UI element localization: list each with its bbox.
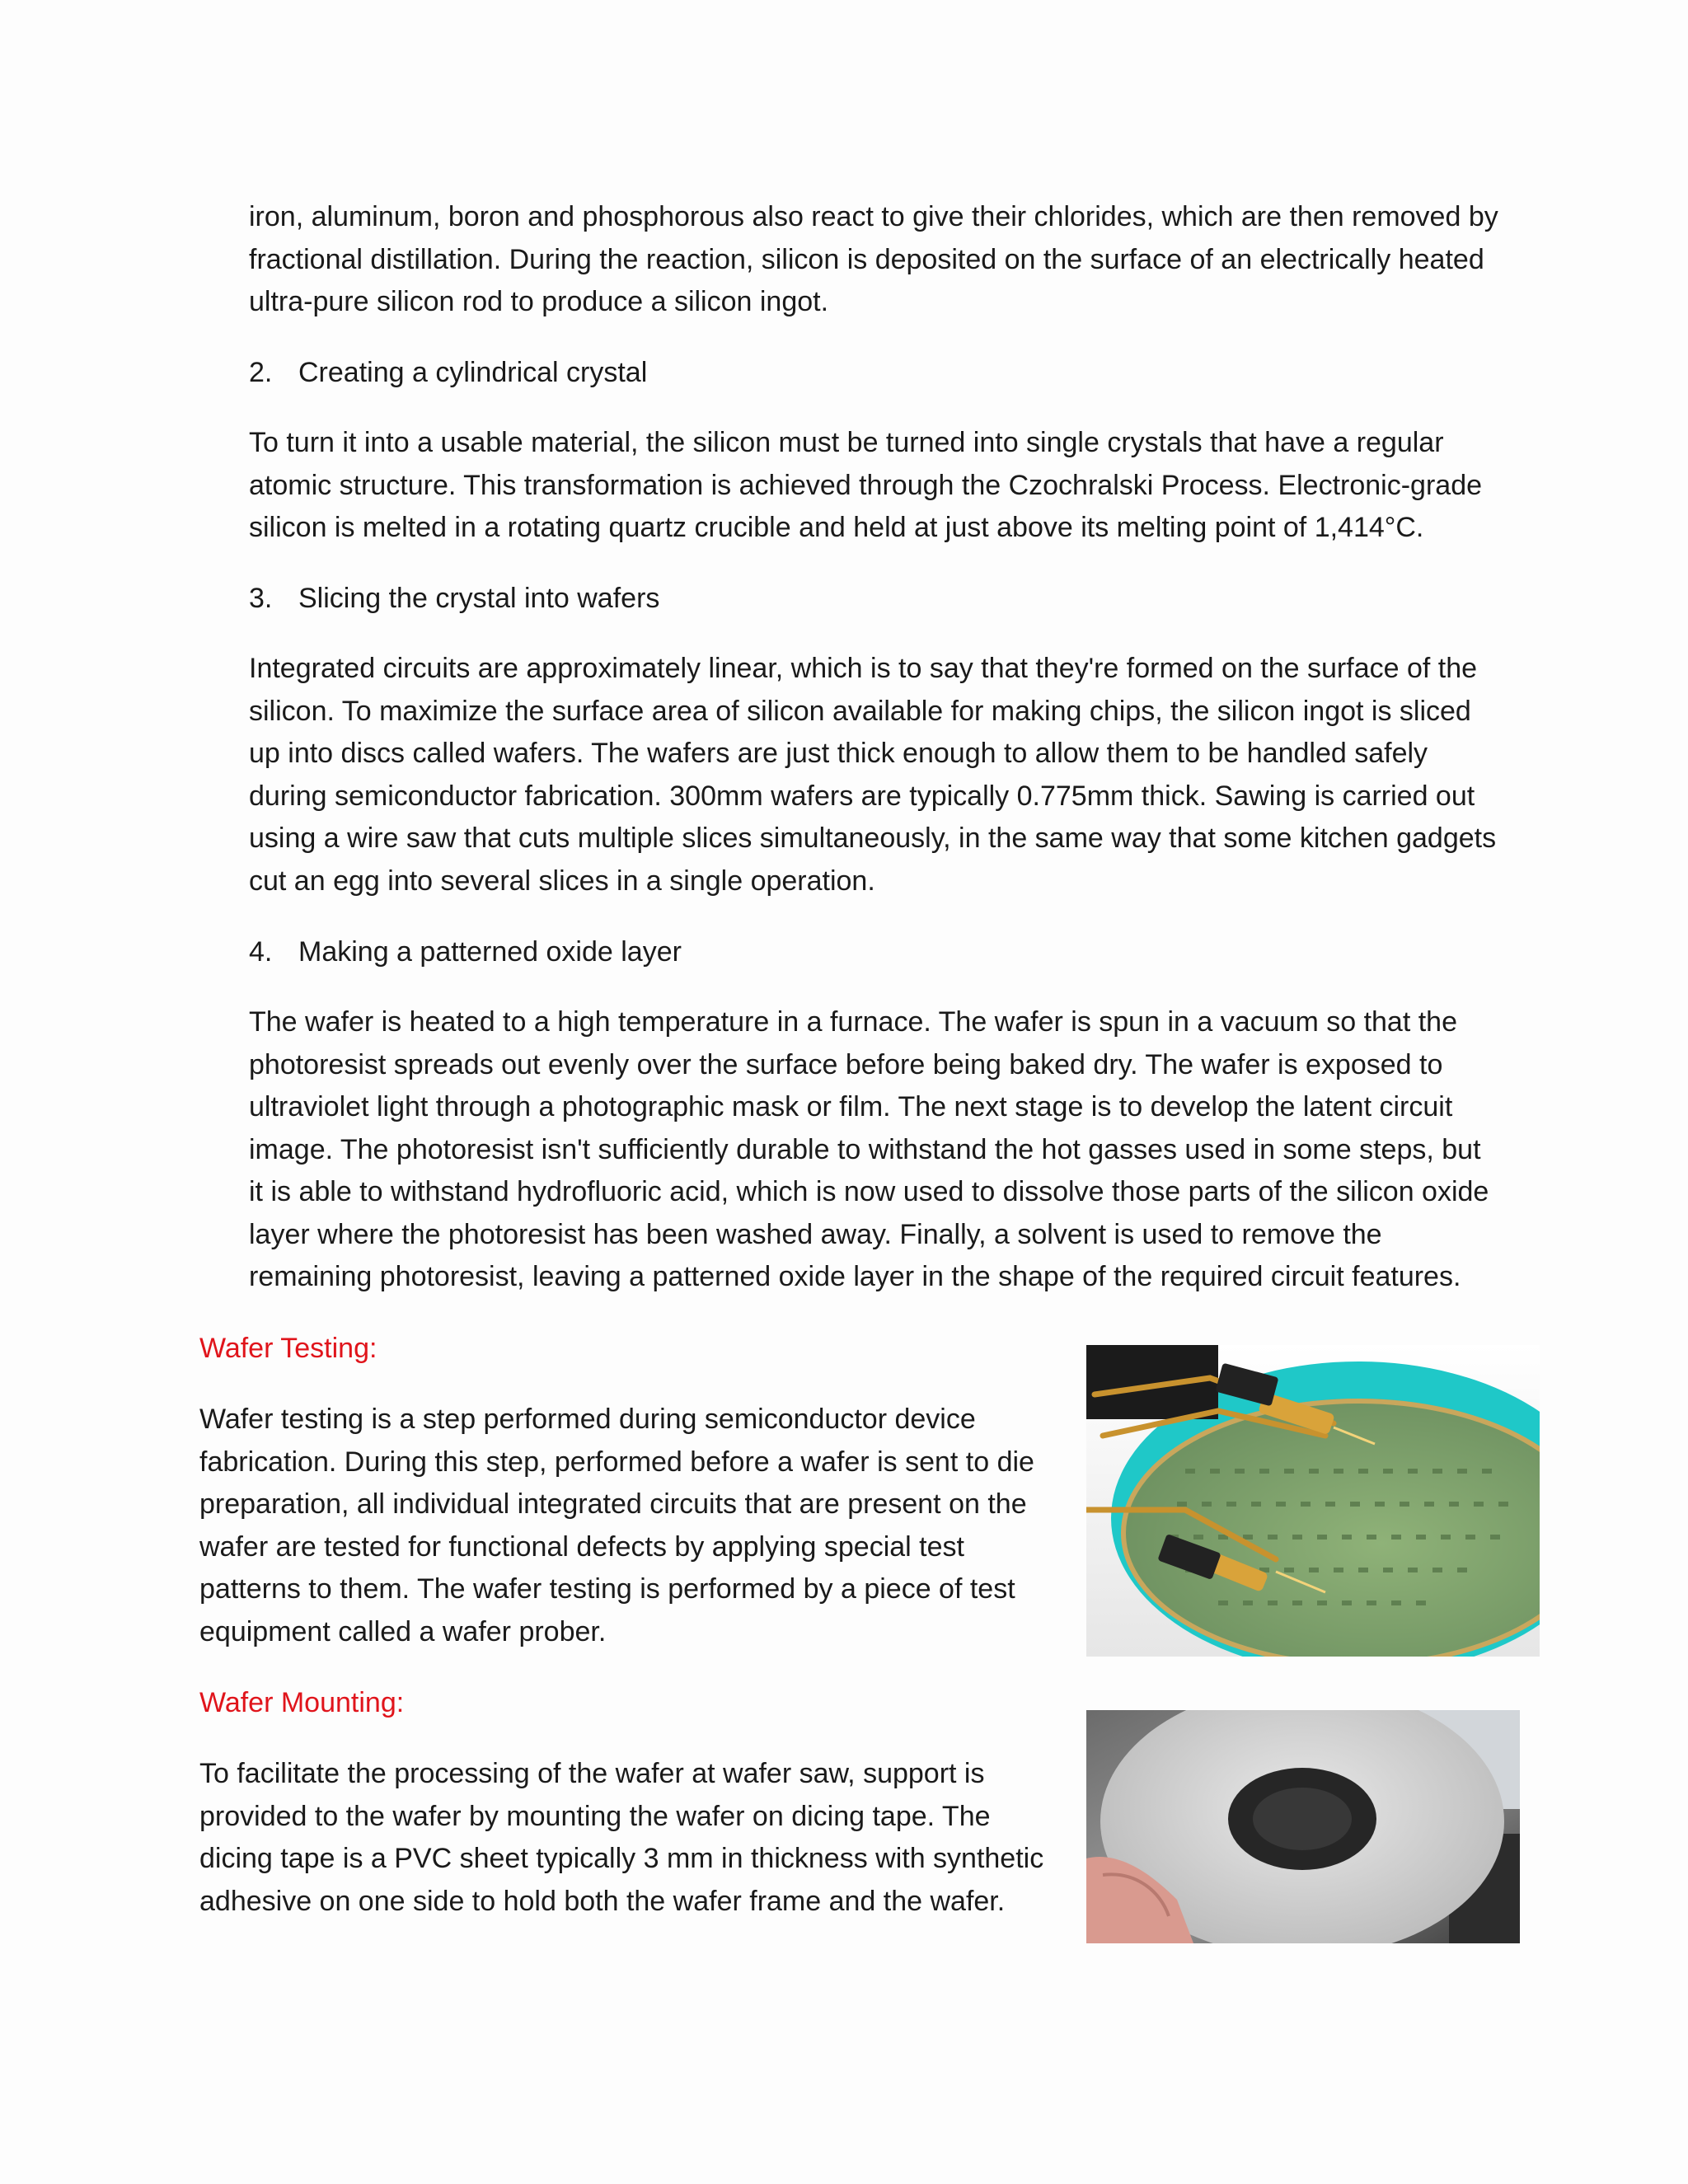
step-2-body: To turn it into a usable material, the silicon must be turned into single crystals that have a regular atomic structure. This transformation is achieved through the Czochralski Process. Electronic-grade silicon is melted in a rotating quartz crucible and held at just above its melting point of 1,414°C. — [249, 427, 1483, 543]
step-4-body: The wafer is heated to a high temperature in a furnace. The wafer is spun in a vacuum so that the photoresist spreads out evenly over the surface before being baked dry. The wafer is exposed to ultraviolet light through a photographic mask or film. The next stage is to develop the latent circuit image. The photoresist isn't sufficiently durable to withstand the hot gasses used in some steps, but it is able to withstand hydrofluoric acid, which is now used to dissolve those parts of the silicon oxide layer where the photoresist has been washed away. Finally, a solvent is used to remove the remaining photoresist, leaving a patterned oxide layer in the shape of the required circuit features. — [249, 1006, 1489, 1292]
wafer-prober-photo — [1086, 1345, 1540, 1657]
wafer-prober-illustration — [1086, 1345, 1540, 1657]
step-3-body: Integrated circuits are approximately linear, which is to say that they're formed on the surface of the silicon. To maximize the surface area of silicon available for making chips, the silicon ingot is sliced up into discs called wafers. The wafers are just thick enough to allow them to be handled safely during semiconductor fabrication. 300mm wafers are typically 0.775mm thick. Sawing is carried out using a wire saw that cuts multiple slices simultaneously, in the same way that some kitchen gadgets cut an egg into several slices in a single operation. — [249, 653, 1497, 897]
step-number: 2. — [249, 357, 273, 388]
step-number: 3. — [249, 583, 273, 614]
step-4-heading — [249, 931, 1502, 974]
wafer-testing-heading: Wafer Testing: — [199, 1333, 377, 1364]
dicing-tape-illustration — [1086, 1710, 1520, 1943]
step-2-heading — [249, 352, 1502, 395]
wafer-mounting-heading: Wafer Mounting: — [199, 1687, 405, 1718]
intro-paragraph: iron, aluminum, boron and phosphorous also react to give their chlorides, which are then removed by fractional distillation. During the reaction, silicon is deposited on the surface of an electrically heated ultra-pure silicon rod to produce a silicon ingot. — [249, 201, 1498, 317]
step-title: Making a patterned oxide layer — [298, 936, 682, 968]
step-title: Slicing the crystal into wafers — [298, 583, 660, 614]
step-title: Creating a cylindrical crystal — [298, 357, 648, 388]
step-number: 4. — [249, 936, 273, 968]
step-3-heading — [249, 578, 1502, 621]
wafer-testing-body: Wafer testing is a step performed during semiconductor device fabrication. During this step, performed before a wafer is sent to die preparation, all individual integrated circuits that are present on the wafer are tested for functional defects by applying special test patterns to them. The wafer testing is performed by a piece of test equipment called a wafer prober. — [199, 1404, 1034, 1647]
wafer-mounting-body: To facilitate the processing of the wafer at wafer saw, support is provided to the wafer by mounting the wafer on dicing tape. The dicing tape is a PVC sheet typically 3 mm in thickness with synthetic adhesive on one side to hold both the wafer frame and the wafer. — [199, 1758, 1044, 1917]
dicing-tape-photo — [1086, 1710, 1520, 1943]
